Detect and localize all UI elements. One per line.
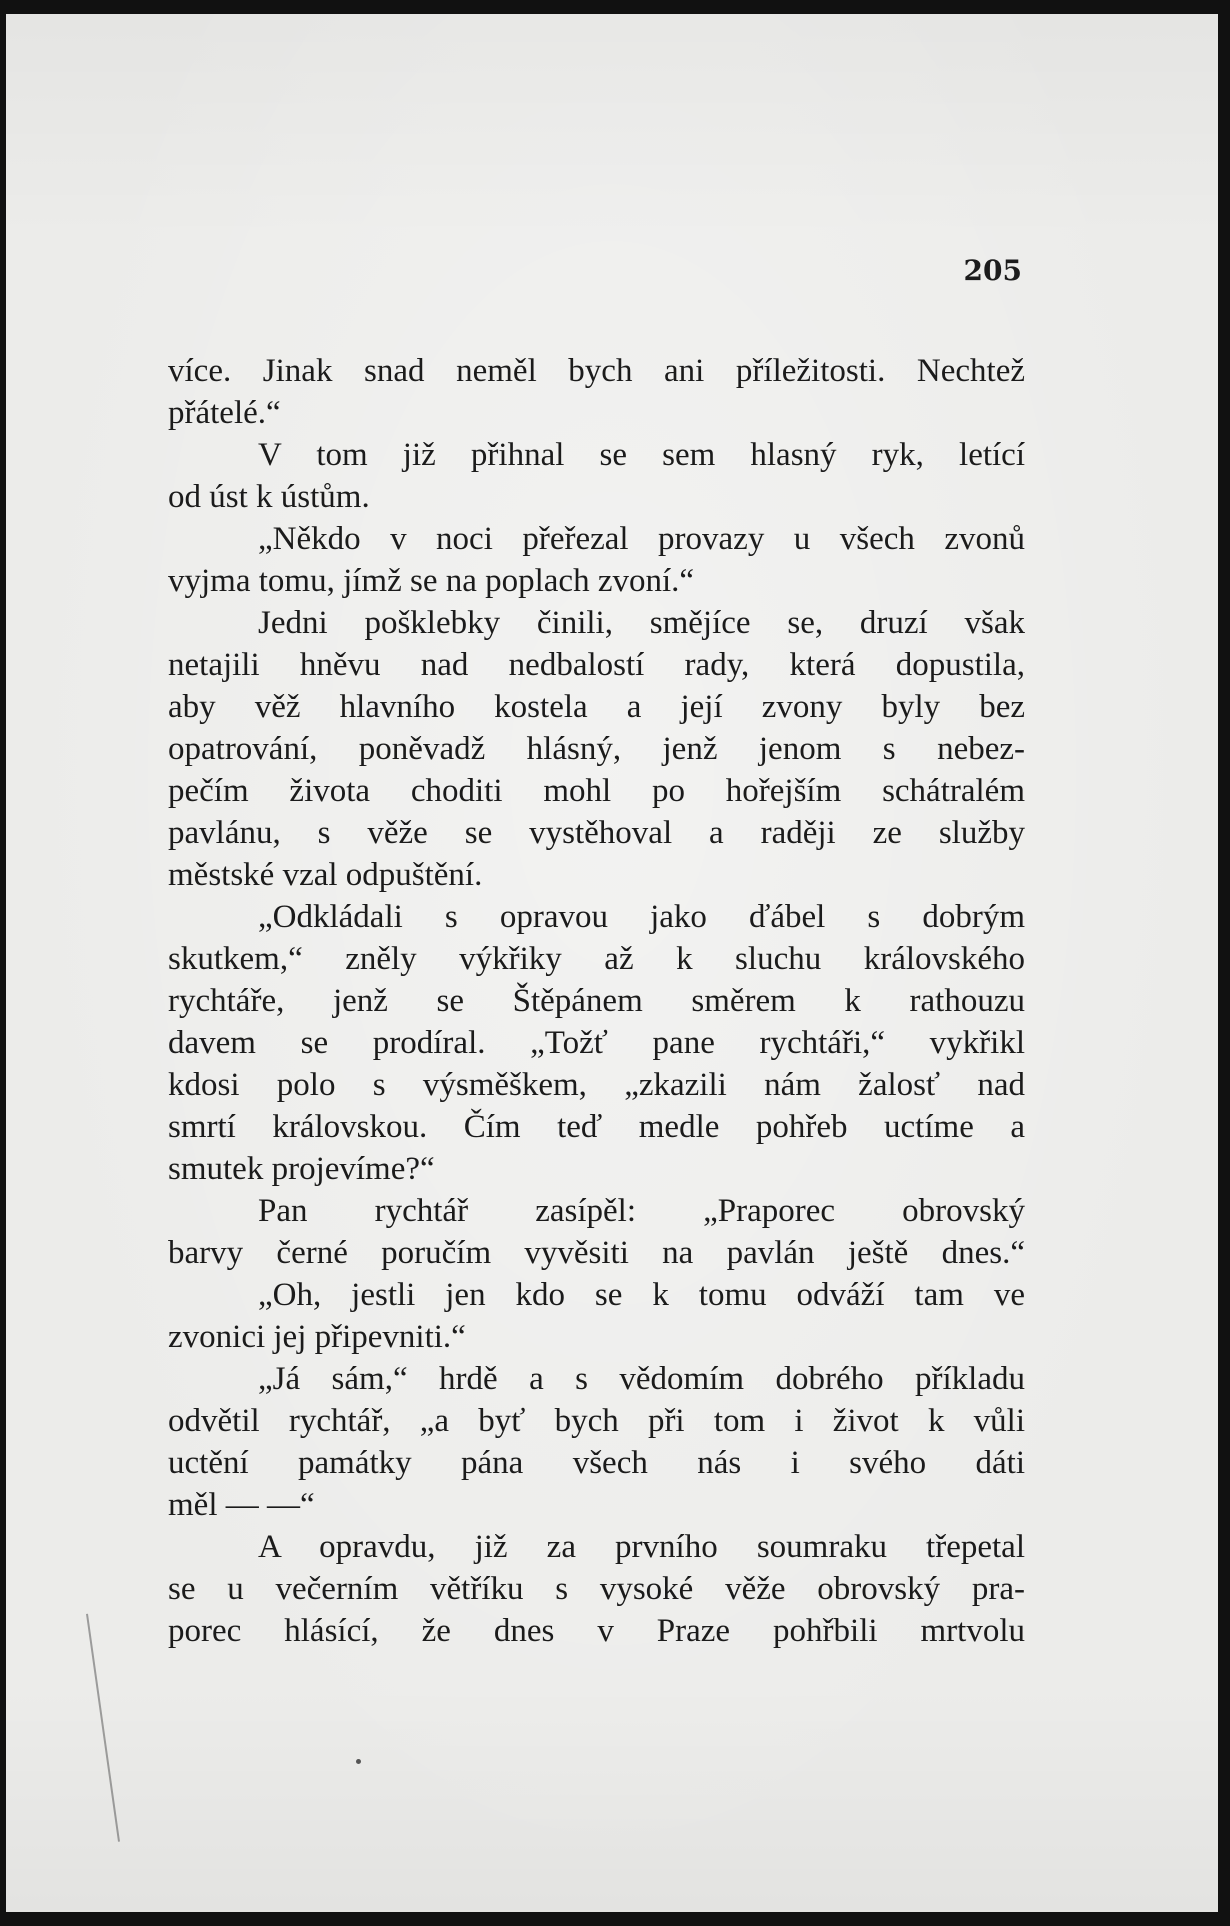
- text-line: přátelé.“: [168, 395, 281, 431]
- text-line: „Někdo v noci přeřezal provazy u všech zvonů: [258, 521, 1025, 557]
- text-line: davem se prodíral. „Tožť pane rychtáři,“ vykřikl: [168, 1025, 1025, 1061]
- text-line: odvětil rychtář, „a byť bych při tom i život k vůli: [168, 1403, 1025, 1439]
- text-line: měl — —“: [168, 1487, 315, 1523]
- text-line: V tom již přihnal se sem hlasný ryk, letící: [258, 437, 1025, 473]
- text-line: porec hlásící, že dnes v Praze pohřbili mrtvolu: [168, 1613, 1025, 1649]
- text-line: smrtí královskou. Čím teď medle pohřeb uctíme a: [168, 1109, 1025, 1145]
- text-line: pečím života choditi mohl po hořejším schátralém: [168, 773, 1025, 809]
- paper-speck: [356, 1759, 361, 1764]
- text-line: smutek projevíme?“: [168, 1151, 435, 1187]
- text-line: barvy černé poručím vyvěsiti na pavlán ještě dnes.“: [168, 1235, 1025, 1271]
- text-line: „Oh, jestli jen kdo se k tomu odváží tam ve: [258, 1277, 1025, 1313]
- text-line: A opravdu, již za prvního soumraku třepetal: [258, 1529, 1025, 1565]
- text-line: skutkem,“ zněly výkřiky až k sluchu královského: [168, 941, 1025, 977]
- text-line: vyjma tomu, jímž se na poplach zvoní.“: [168, 563, 695, 599]
- text-line: Jedni pošklebky činili, smějíce se, druzí však: [258, 605, 1025, 641]
- text-line: kdosi polo s výsměškem, „zkazili nám žalosť nad: [168, 1067, 1025, 1103]
- text-line: od úst k ústům.: [168, 479, 370, 515]
- text-line: více. Jinak snad neměl bych ani příležitosti. Nechtež: [168, 353, 1025, 389]
- text-line: zvonici jej připevniti.“: [168, 1319, 466, 1355]
- text-line: pavlánu, s věže se vystěhoval a raději ze služby: [168, 815, 1025, 851]
- text-line: se u večerním větříku s vysoké věže obrovský pra-: [168, 1571, 1025, 1607]
- text-line: rychtáře, jenž se Štěpánem směrem k rathouzu: [168, 983, 1025, 1019]
- body-text: [168, 350, 1025, 1652]
- text-line: aby věž hlavního kostela a její zvony byly bez: [168, 689, 1025, 725]
- text-line: Pan rychtář zasípěl: „Praporec obrovský: [258, 1193, 1025, 1229]
- text-line: opatrování, poněvadž hlásný, jenž jenom s nebez-: [168, 731, 1025, 767]
- text-line: uctění památky pána všech nás i svého dáti: [168, 1445, 1025, 1481]
- text-line: městské vzal odpuštění.: [168, 857, 483, 893]
- paper-sheet: [6, 14, 1218, 1912]
- text-line: „Já sám,“ hrdě a s vědomím dobrého příkladu: [258, 1361, 1025, 1397]
- page-number: 205: [963, 254, 1022, 287]
- binding-crease: [86, 1614, 120, 1842]
- text-line: netajili hněvu nad nedbalostí rady, která dopustila,: [168, 647, 1025, 683]
- text-line: „Odkládali s opravou jako ďábel s dobrým: [258, 899, 1025, 935]
